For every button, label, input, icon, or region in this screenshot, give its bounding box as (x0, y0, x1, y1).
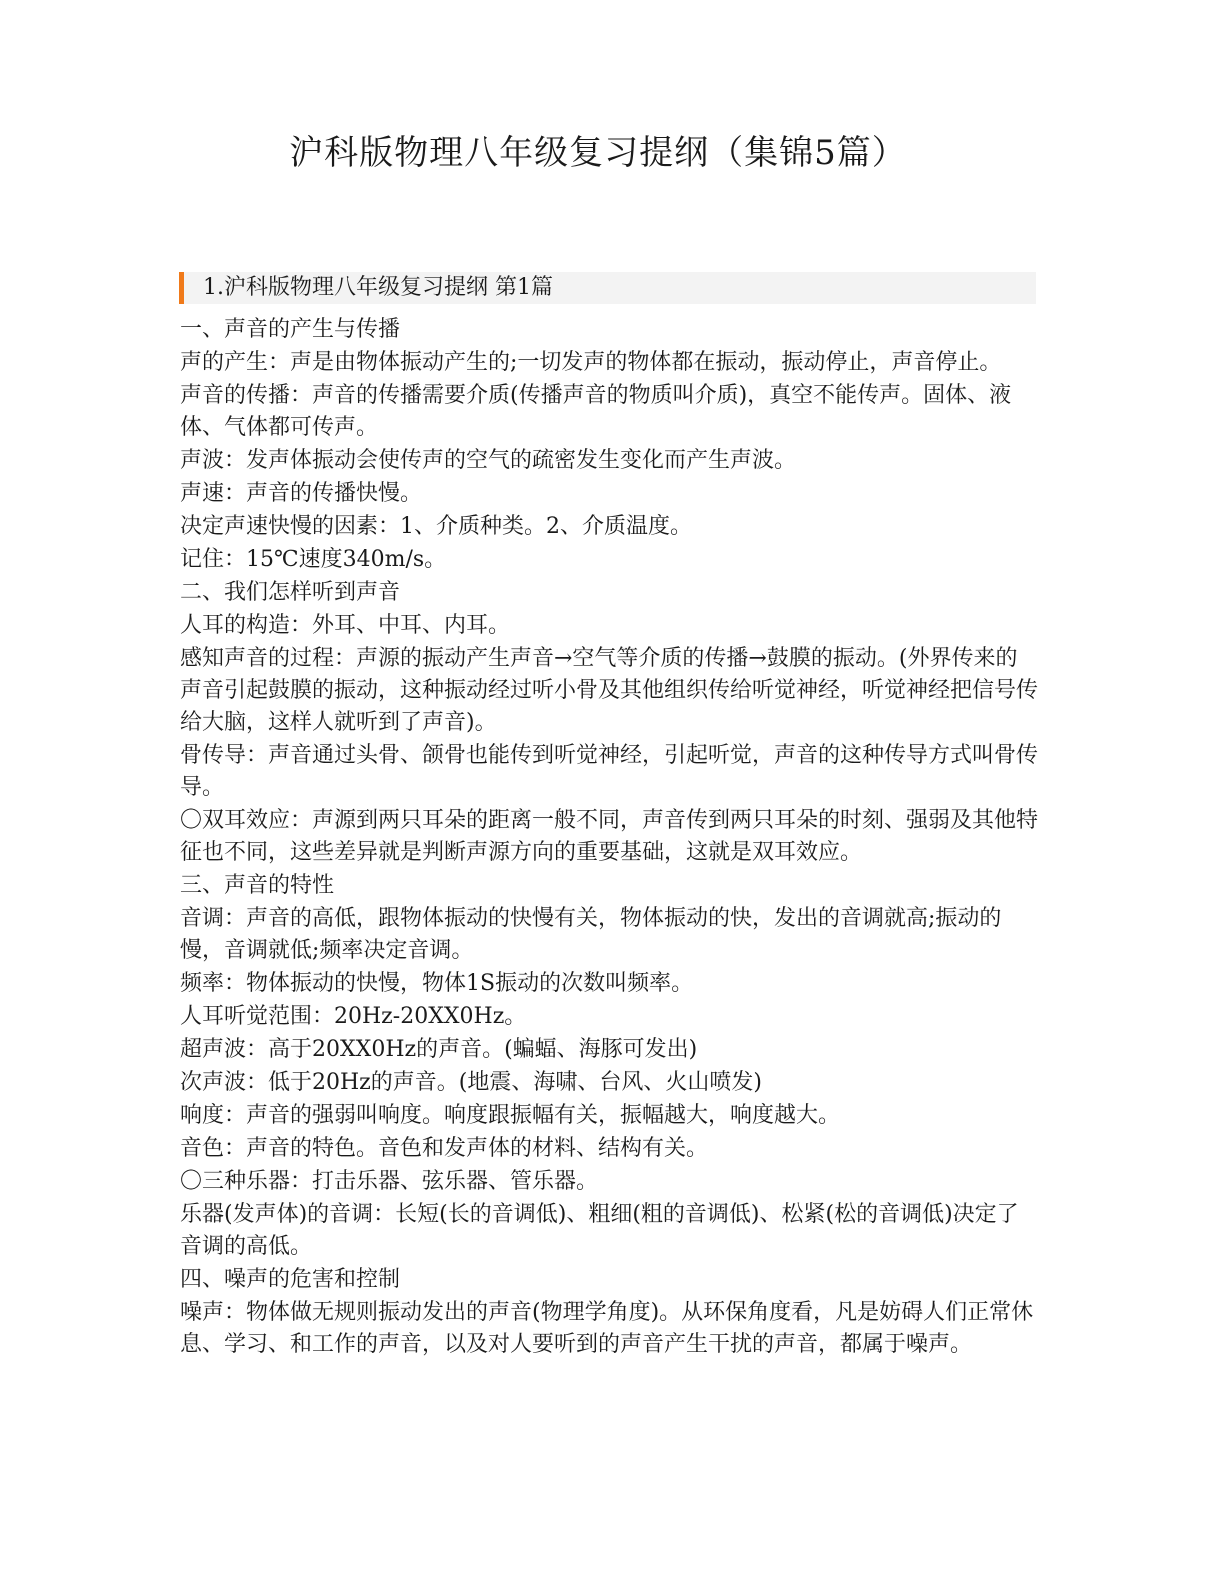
paragraph: 次声波：低于20Hz的声音。(地震、海啸、台风、火山喷发) (180, 1070, 762, 1095)
heading-sound-properties: 三、声音的特性 (180, 873, 335, 898)
paragraph: 〇三种乐器：打击乐器、弦乐器、管乐器。 (180, 1169, 599, 1194)
document-title: 沪科版物理八年级复习提纲（集锦5篇） (289, 133, 907, 173)
paragraph: 声速：声音的传播快慢。 (180, 481, 423, 506)
paragraph: 声波：发声体振动会使传声的空气的疏密发生变化而产生声波。 (180, 448, 797, 473)
paragraph: 声音的传播：声音的传播需要介质(传播声音的物质叫介质)，真空不能传声。固体、液体、气体都可传声。 (180, 383, 1012, 440)
paragraph: 音调：声音的高低，跟物体振动的快慢有关，物体振动的快，发出的音调就高;振动的慢，音调就低;频率决定音调。 (180, 906, 1002, 963)
paragraph: 决定声速快慢的因素：1、介质种类。2、介质温度。 (180, 514, 692, 539)
paragraph: 乐器(发声体)的音调：长短(长的音调低)、粗细(粗的音调低)、松紧(松的音调低)决定了音调的高低。 (180, 1202, 1019, 1259)
paragraph: 声的产生：声是由物体振动产生的;一切发声的物体都在振动，振动停止，声音停止。 (180, 350, 1002, 375)
paragraph: 超声波：高于20XX0Hz的声音。(蝙蝠、海豚可发出) (180, 1037, 698, 1062)
heading-hearing: 二、我们怎样听到声音 (180, 580, 401, 605)
paragraph: 人耳的构造：外耳、中耳、内耳。 (180, 613, 511, 638)
paragraph: 〇双耳效应：声源到两只耳朵的距离一般不同，声音传到两只耳朵的时刻、强弱及其他特征也不同，这些差异就是判断声源方向的重要基础，这就是双耳效应。 (180, 808, 1039, 865)
paragraph: 频率：物体振动的快慢，物体1S振动的次数叫频率。 (180, 971, 694, 996)
paragraph: 骨传导：声音通过头骨、颌骨也能传到听觉神经，引起听觉，声音的这种传导方式叫骨传导。 (180, 743, 1039, 800)
section-header-title: 1.沪科版物理八年级复习提纲 第1篇 (203, 275, 553, 300)
paragraph: 记住：15℃速度340m/s。 (180, 547, 447, 572)
paragraph: 人耳听觉范围：20Hz-20XX0Hz。 (180, 1004, 527, 1029)
heading-sound-production: 一、声音的产生与传播 (180, 317, 401, 342)
heading-noise: 四、噪声的危害和控制 (180, 1267, 401, 1292)
paragraph: 噪声：物体做无规则振动发出的声音(物理学角度)。从环保角度看，凡是妨碍人们正常休息、学习、和工作的声音，以及对人要听到的声音产生干扰的声音，都属于噪声。 (180, 1300, 1034, 1357)
section-header (179, 272, 1036, 304)
document-body (180, 314, 1038, 1362)
section-accent-bar (179, 272, 184, 304)
paragraph: 响度：声音的强弱叫响度。响度跟振幅有关，振幅越大，响度越大。 (180, 1103, 841, 1128)
paragraph: 音色：声音的特色。音色和发声体的材料、结构有关。 (180, 1136, 709, 1161)
paragraph: 感知声音的过程：声源的振动产生声音→空气等介质的传播→鼓膜的振动。(外界传来的声音引起鼓膜的振动，这种振动经过听小骨及其他组织传给听觉神经，听觉神经把信号传给大脑，这样人就听到了声音)。 (180, 646, 1039, 735)
